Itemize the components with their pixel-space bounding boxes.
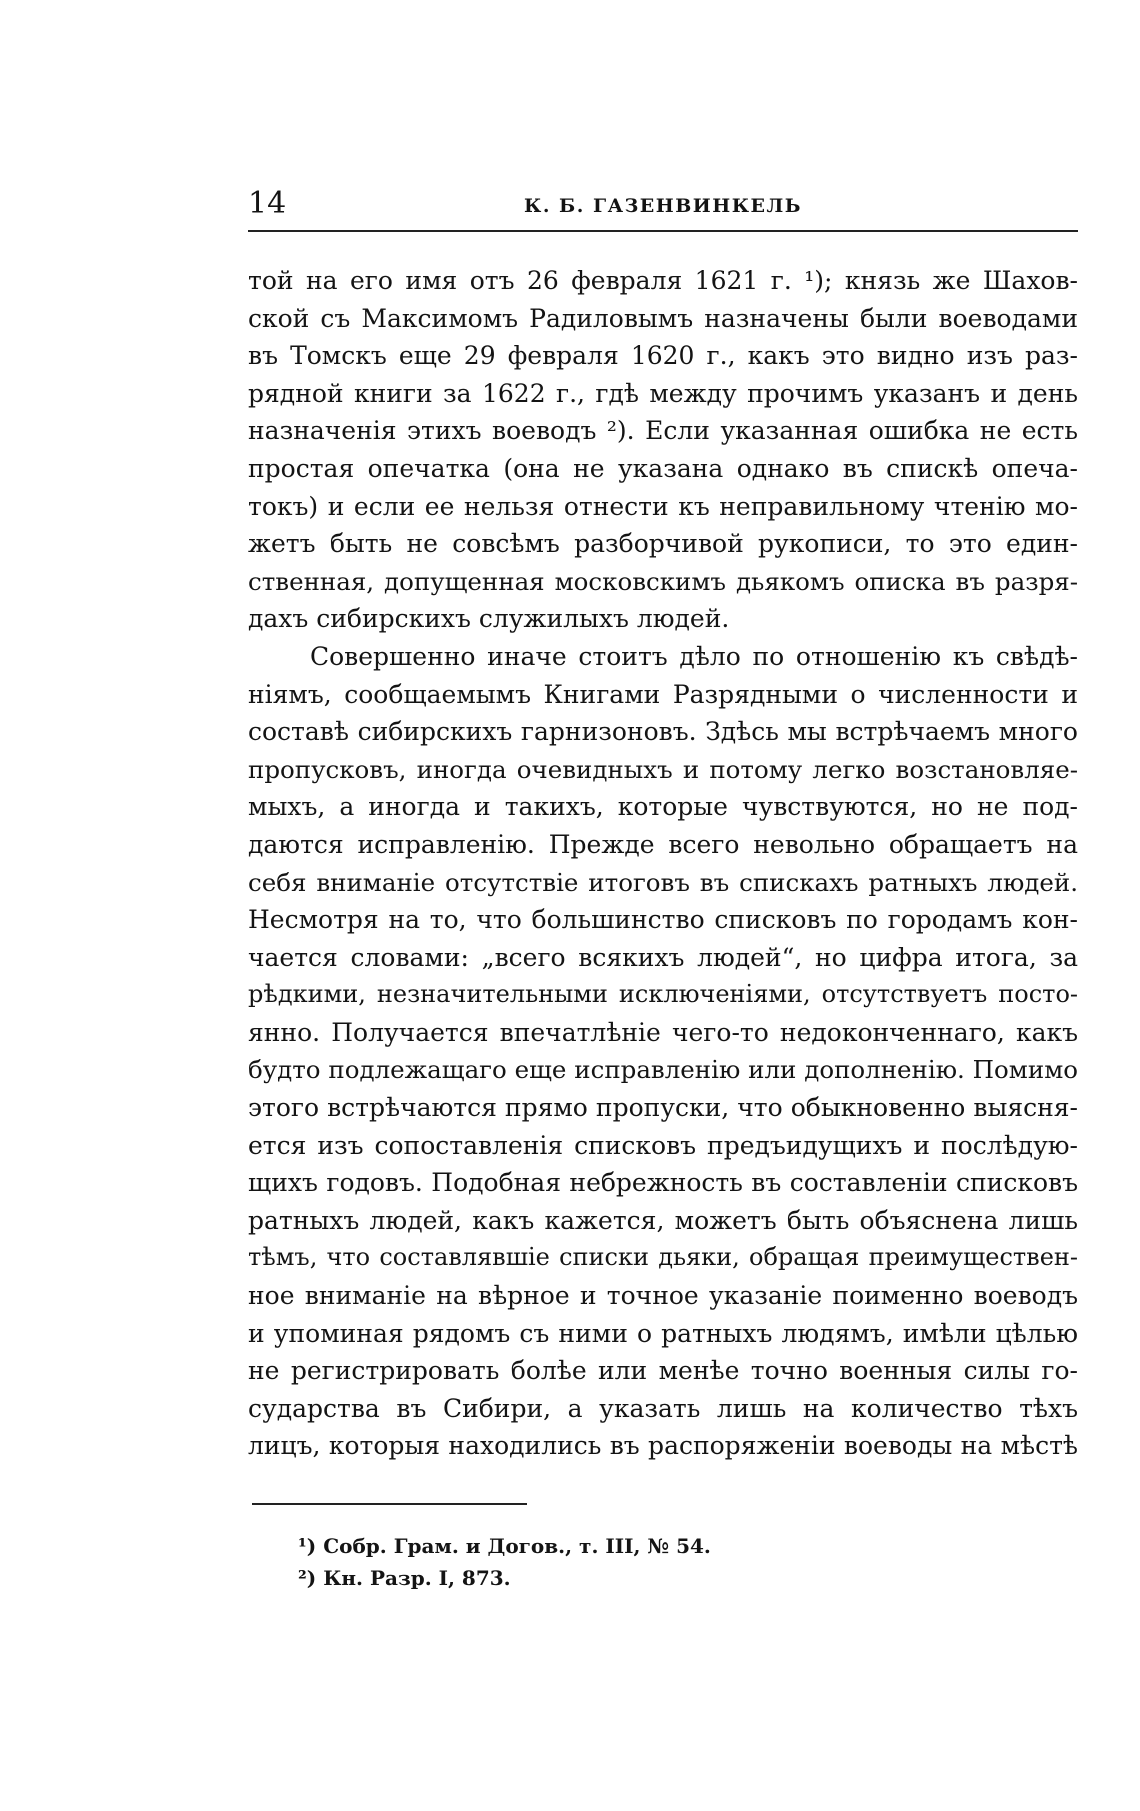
text-line: простая опечатка (она не указана однако въ спискѣ опеча- [248, 453, 1078, 483]
text-line: ственная, допущенная московскимъ дьякомъ описка въ разря- [248, 566, 1078, 596]
text-line: будто подлежащаго еще исправленію или дополненію. Помимо [248, 1055, 1078, 1085]
text-line: Несмотря на то, что большинство списковъ по городамъ кон- [248, 905, 1078, 935]
text-line: пропусковъ, иногда очевидныхъ и потому легко возстановляе- [248, 754, 1078, 784]
text-line: составѣ сибирскихъ гарнизоновъ. Здѣсь мы встрѣчаемъ много [248, 717, 1078, 747]
text-line: мыхъ, а иногда и такихъ, которые чувствуются, но не под- [248, 792, 1078, 822]
text-line: и упоминая рядомъ съ ними о ратныхъ людямъ, имѣли цѣлью [248, 1318, 1078, 1348]
text-line: токъ) и если ее нельзя отнести къ неправильному чтенію мо- [248, 491, 1078, 521]
page-number: 14 [248, 186, 287, 221]
text-line: ніямъ, сообщаемымъ Книгами Разрядными о численности и [248, 679, 1078, 709]
text-line: себя вниманіе отсутствіе итоговъ въ спискахъ ратныхъ людей. [248, 867, 1078, 897]
text-line: рѣдкими, незначительными исключеніями, отсутствуетъ посто- [248, 980, 1078, 1009]
text-line: ется изъ сопоставленія списковъ предъидущихъ и послѣдую- [248, 1130, 1078, 1160]
text-line: даются исправленію. Прежде всего невольно обращаетъ на [248, 829, 1078, 859]
text-line: янно. Получается впечатлѣніе чего-то недоконченнаго, какъ [248, 1017, 1078, 1047]
page-header [248, 186, 1078, 226]
footnote-text: Кн. Разр. I, 873. [316, 1566, 511, 1590]
text-line: ской съ Максимомъ Радиловымъ назначены были воеводами [248, 303, 1078, 333]
paragraph-first-line: Совершенно иначе стоитъ дѣло по отношенію къ свѣдѣ- [310, 641, 1078, 671]
text-line: дахъ сибирскихъ служилыхъ людей. [248, 604, 730, 634]
text-line: щихъ годовъ. Подобная небрежность въ составленіи списковъ [248, 1168, 1078, 1198]
text-line: лицъ, которыя находились въ распоряженіи воеводы на мѣстѣ [248, 1431, 1078, 1461]
text-line: ное вниманіе на вѣрное и точное указаніе поименно воеводъ [248, 1281, 1078, 1311]
footnote-rule [252, 1503, 527, 1505]
header-rule [248, 230, 1078, 232]
text-line: той на его имя отъ 26 февраля 1621 г. ¹); князь же Шахов- [248, 266, 1078, 295]
running-head: К. Б. ГАЗЕНВИНКЕЛЬ [524, 195, 802, 217]
footnote-mark: ¹) [298, 1534, 317, 1558]
footnote-text: Собр. Грам. и Догов., т. III, № 54. [316, 1534, 711, 1558]
text-line: сударства въ Сибири, а указать лишь на количество тѣхъ [248, 1393, 1078, 1423]
footnote-1 [298, 1530, 998, 1562]
text-line: ратныхъ людей, какъ кажется, можетъ быть объяснена лишь [248, 1205, 1078, 1235]
body-text [248, 262, 1078, 1465]
footnote-mark: ²) [298, 1566, 317, 1590]
text-line: тѣмъ, что составлявшіе списки дьяки, обращая преимуществен- [248, 1243, 1078, 1272]
text-line: не регистрировать болѣе или менѣе точно военныя силы го- [248, 1356, 1078, 1386]
text-line: назначенія этихъ воеводъ ²). Если указанная ошибка не есть [248, 416, 1078, 446]
footnote-2 [298, 1562, 998, 1594]
text-line: жетъ быть не совсѣмъ разборчивой рукописи, то это един- [248, 529, 1078, 559]
footnotes [298, 1530, 998, 1594]
text-line: рядной книги за 1622 г., гдѣ между прочимъ указанъ и день [248, 378, 1078, 408]
text-line: этого встрѣчаются прямо пропуски, что обыкновенно выясня- [248, 1093, 1078, 1123]
text-line: въ Томскъ еще 29 февраля 1620 г., какъ это видно изъ раз- [248, 341, 1078, 371]
text-line: чается словами: „всего всякихъ людей“, но цифра итога, за [248, 942, 1078, 972]
